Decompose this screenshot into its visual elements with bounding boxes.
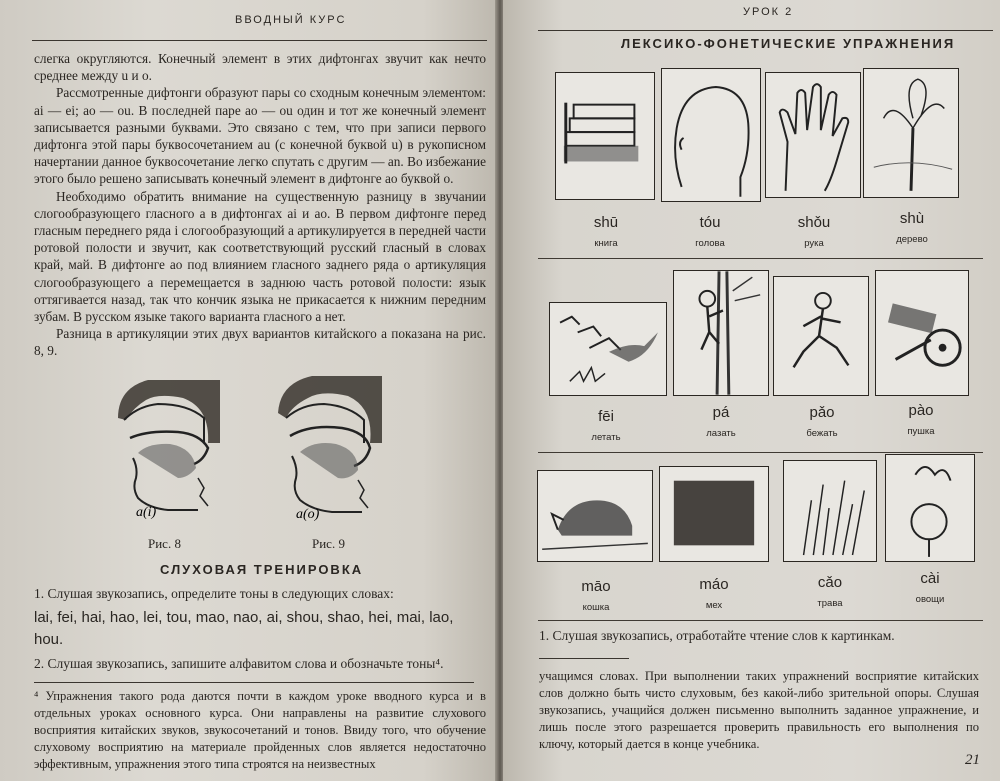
right-exercise-1: 1. Слушая звукозапись, отработайте чтение слов к картинкам.: [539, 628, 895, 643]
figure-9-mouth-diagram: [270, 368, 390, 528]
gloss-run: бежать: [806, 428, 838, 439]
gloss-book: книга: [594, 238, 618, 249]
picture-books: [555, 72, 655, 200]
right-running-head: УРОК 2: [743, 6, 794, 18]
pinyin-pa: pá: [712, 404, 730, 421]
pinyin-pao: pǎo: [809, 404, 835, 421]
books-icon: [556, 73, 654, 199]
gloss-head: голова: [695, 238, 725, 249]
pinyin-shou: shǒu: [797, 214, 831, 231]
figure-9-caption: Рис. 9: [312, 536, 345, 551]
right-head-rule: [538, 30, 993, 31]
cat-icon: [538, 471, 652, 561]
left-running-head: ВВОДНЫЙ КУРС: [235, 14, 347, 26]
pinyin-shu-tree: shù: [899, 210, 925, 227]
gloss-fur: мех: [705, 600, 723, 611]
left-body-text: [34, 50, 486, 360]
pinyin-cai: cài: [920, 570, 940, 587]
row-2-rule: [538, 452, 983, 453]
page-number: 21: [965, 752, 980, 768]
left-exercise-1: 1. Слушая звукозапись, определите тоны в следующих словах:: [34, 586, 394, 601]
gloss-climb: лазать: [706, 428, 736, 439]
figure-9-label: a(o): [296, 507, 320, 522]
picture-vegetables: [885, 454, 975, 562]
tree-icon: [864, 69, 958, 197]
picture-climbing-boy: [673, 270, 769, 396]
pinyin-fei: fēi: [598, 408, 614, 425]
fur-icon: [660, 467, 768, 561]
pinyin-shu: shū: [593, 214, 619, 231]
left-head-rule: [32, 40, 487, 41]
pinyin-pao-cannon: pào: [908, 402, 934, 419]
lexical-section-title: ЛЕКСИКО-ФОНЕТИЧЕСКИЕ УПРАЖНЕНИЯ: [621, 36, 956, 51]
row-3-rule: [538, 620, 983, 621]
gloss-cannon: пушка: [907, 426, 935, 437]
listening-section-title: СЛУХОВАЯ ТРЕНИРОВКА: [160, 562, 364, 577]
head-icon: [662, 69, 760, 201]
left-footnote: ⁴ Упражнения такого рода даются почти в каждом уроке вводного курса и в отдельных уроках основного курса. Они направлены на развитие слухового восприятия китайских звуков, звукосочетаний и тонов. Ввиду того, что обучение слуховому восприятию на материале пройденных слов является недостаточно эффективным, упражнения этого типа строятся на неизвестных: [34, 689, 486, 771]
picture-tree: [863, 68, 959, 198]
gloss-cat: кошка: [582, 602, 610, 613]
cannon-icon: [876, 271, 968, 395]
picture-head: [661, 68, 761, 202]
gloss-vegetables: овощи: [915, 594, 945, 605]
gloss-grass: трава: [817, 598, 843, 609]
right-footnote-continuation: учащимся словах. При выполнении таких упражнений восприятие китайских слов должно быть чисто слуховым, без какой-либо зрительной опоры. Слушая звукозапись, учащийся должен письменно выполнить заданное упражнение, и лишь после этого разрешается проверить правильность его выполнения по ключу, который дается в конце учебника.: [539, 669, 979, 751]
running-boy-icon: [774, 277, 868, 395]
picture-flying-birds: [549, 302, 667, 396]
right-footnote-rule: [539, 658, 629, 659]
gloss-fly: летать: [591, 432, 621, 443]
paragraph-4: Разница в артикуляции этих двух вариантов китайского a показана на рис. 8, 9.: [34, 326, 486, 359]
picture-running-boy: [773, 276, 869, 396]
picture-grass: [783, 460, 877, 562]
right-page: [503, 0, 1000, 781]
figure-8-mouth-diagram: [108, 368, 228, 528]
gloss-tree: дерево: [896, 234, 928, 245]
paragraph-3: Необходимо обратить внимание на существенную разницу в звучании слогообразующего гласного a в дифтонгах ai и ao. В первом дифтонге перед гласным переднего ряда i слогообразующий a артикулируется в передней части ротовой полости и звучит, как соответствующий русский гласный в словах край, май. В дифтонге ao под влиянием гласного заднего ряда o артикуляция слогообразующего a перемещается в заднюю часть ротовой полости: язык оттягивается назад, так что кончик языка не прикасается к нижним передним зубам. В русском языке такого варианта гласного a нет.: [34, 188, 486, 325]
left-page: [0, 0, 497, 781]
pinyin-mao: māo: [581, 578, 611, 595]
flying-birds-icon: [550, 303, 666, 395]
paragraph-2: Рассмотренные дифтонги образуют пары со сходным конечным элементом: ai — ei; ao — ou. В последней паре ao — ou один и тот же конечный элемент записывается разными буквами. Это связано с тем, что при записи первого дифтонга этой пары буквосочетанием au (с конечной буквой u) в рукописном начертании данное буквосочетание легко спутать с другим — an. Во избежание этого было решено записывать конечный элемент в дифтонге ao буквой o.: [34, 85, 487, 187]
picture-fur: [659, 466, 769, 562]
paragraph-1: слегка округляются. Конечный элемент в этих дифтонгах звучит как нечто среднее между u и o.: [34, 51, 486, 84]
tone-syllables: lai, fei, hai, hao, lei, tou, mao, nao, ai, shou, shao, hei, mai, lao, hou.: [34, 609, 454, 648]
figure-8-label: a(i): [136, 505, 157, 520]
gloss-hand: рука: [804, 238, 824, 249]
vegetables-icon: [886, 455, 974, 561]
left-exercise-2: 2. Слушая звукозапись, запишите алфавитом слова и обозначьте тоны⁴.: [34, 656, 444, 671]
left-footnote-rule: [34, 682, 474, 683]
pinyin-tou: tóu: [699, 214, 721, 231]
picture-cannon: [875, 270, 969, 396]
hand-icon: [766, 73, 860, 197]
row-1-rule: [538, 258, 983, 259]
pinyin-cao: cǎo: [817, 574, 843, 591]
grass-icon: [784, 461, 876, 561]
picture-hand: [765, 72, 861, 198]
figure-8-caption: Рис. 8: [148, 536, 181, 551]
picture-cat: [537, 470, 653, 562]
pinyin-mao-fur: máo: [699, 576, 729, 593]
climbing-boy-icon: [674, 271, 768, 395]
